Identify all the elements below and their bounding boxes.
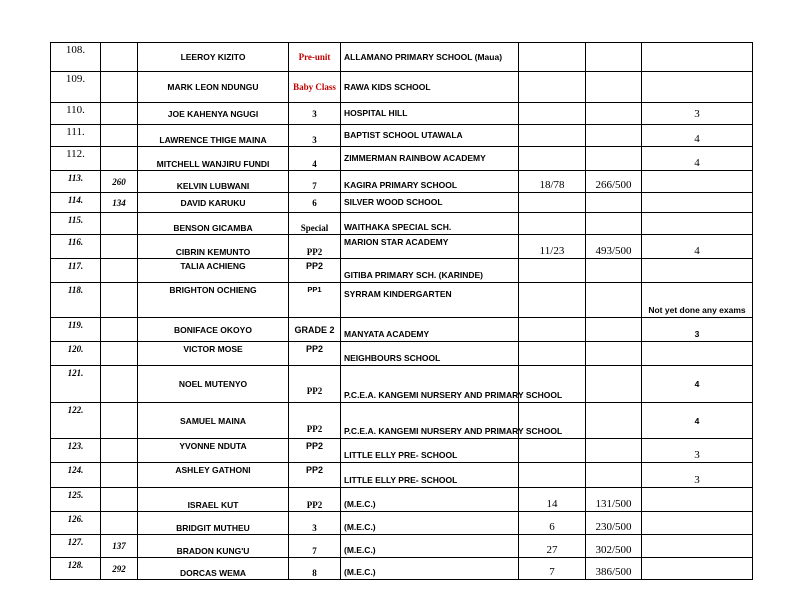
row-number: 121. xyxy=(51,366,101,403)
student-id xyxy=(101,342,138,366)
marks xyxy=(586,342,642,366)
student-class: PP2 xyxy=(289,259,341,283)
position xyxy=(519,283,586,318)
table-row xyxy=(51,366,753,403)
marks xyxy=(586,213,642,235)
marks xyxy=(586,103,642,125)
table-row xyxy=(51,535,753,558)
marks xyxy=(586,72,642,103)
student-id xyxy=(101,488,138,512)
student-name: MARK LEON NDUNGU xyxy=(138,72,289,103)
student-name: KELVIN LUBWANI xyxy=(138,171,289,193)
school-name: P.C.E.A. KANGEMI NURSERY AND PRIMARY SCHOOL xyxy=(341,366,519,403)
row-number: 128. xyxy=(51,558,101,580)
student-id xyxy=(101,125,138,147)
row-number: 117. xyxy=(51,259,101,283)
position: 18/78 xyxy=(519,171,586,193)
student-name: MITCHELL WANJIRU FUNDI xyxy=(138,147,289,171)
student-name: BRADON KUNG'U xyxy=(138,535,289,558)
student-roster-table xyxy=(50,42,753,580)
position xyxy=(519,43,586,72)
row-number: 115. xyxy=(51,213,101,235)
marks: 302/500 xyxy=(586,535,642,558)
table-row xyxy=(51,147,753,171)
student-name: ASHLEY GATHONI xyxy=(138,463,289,488)
table-row xyxy=(51,259,753,283)
table-row xyxy=(51,512,753,535)
row-number: 110. xyxy=(51,103,101,125)
student-id xyxy=(101,259,138,283)
position xyxy=(519,72,586,103)
student-name: YVONNE NDUTA xyxy=(138,439,289,463)
student-class: 7 xyxy=(289,171,341,193)
student-name: DAVID KARUKU xyxy=(138,193,289,213)
school-name: HOSPITAL HILL xyxy=(341,103,519,125)
position xyxy=(519,213,586,235)
student-id: 292 xyxy=(101,558,138,580)
row-number: 127. xyxy=(51,535,101,558)
table-row xyxy=(51,318,753,342)
remark: 3 xyxy=(642,103,753,125)
row-number: 113. xyxy=(51,171,101,193)
student-class: PP2 xyxy=(289,439,341,463)
student-class: 4 xyxy=(289,147,341,171)
row-number: 112. xyxy=(51,147,101,171)
row-number: 111. xyxy=(51,125,101,147)
school-name: NEIGHBOURS SCHOOL xyxy=(341,342,519,366)
school-name: ZIMMERMAN RAINBOW ACADEMY xyxy=(341,147,519,171)
row-number: 123. xyxy=(51,439,101,463)
remark: 3 xyxy=(642,463,753,488)
position xyxy=(519,125,586,147)
table-row xyxy=(51,125,753,147)
marks xyxy=(586,283,642,318)
student-class: 6 xyxy=(289,193,341,213)
marks: 493/500 xyxy=(586,235,642,259)
position xyxy=(519,439,586,463)
remark: 3 xyxy=(642,439,753,463)
position: 27 xyxy=(519,535,586,558)
table-row xyxy=(51,342,753,366)
student-id: 260 xyxy=(101,171,138,193)
remark: 4 xyxy=(642,147,753,171)
student-class: PP2 xyxy=(289,366,341,403)
table-row xyxy=(51,558,753,580)
remark: 4 xyxy=(642,235,753,259)
student-name: ISRAEL KUT xyxy=(138,488,289,512)
school-name: ALLAMANO PRIMARY SCHOOL (Maua) xyxy=(341,43,519,72)
row-number: 109. xyxy=(51,72,101,103)
remark xyxy=(642,259,753,283)
row-number: 126. xyxy=(51,512,101,535)
student-name: SAMUEL MAINA xyxy=(138,403,289,439)
school-name: (M.E.C.) xyxy=(341,512,519,535)
school-name: WAITHAKA SPECIAL SCH. xyxy=(341,213,519,235)
student-name: BRIDGIT MUTHEU xyxy=(138,512,289,535)
school-name: MANYATA ACADEMY xyxy=(341,318,519,342)
student-name: DORCAS WEMA xyxy=(138,558,289,580)
table-row xyxy=(51,103,753,125)
student-class: 3 xyxy=(289,103,341,125)
student-id xyxy=(101,318,138,342)
student-id: 134 xyxy=(101,193,138,213)
remark xyxy=(642,558,753,580)
remark xyxy=(642,171,753,193)
student-id xyxy=(101,283,138,318)
remark xyxy=(642,512,753,535)
school-name: LITTLE ELLY PRE- SCHOOL xyxy=(341,463,519,488)
marks xyxy=(586,147,642,171)
remark: 4 xyxy=(642,403,753,439)
school-name: GITIBA PRIMARY SCH. (KARINDE) xyxy=(341,259,519,283)
row-number: 120. xyxy=(51,342,101,366)
row-number: 125. xyxy=(51,488,101,512)
marks xyxy=(586,193,642,213)
school-name: MARION STAR ACADEMY xyxy=(341,235,519,259)
student-name: BRIGHTON OCHIENG xyxy=(138,283,289,318)
position xyxy=(519,259,586,283)
position: 6 xyxy=(519,512,586,535)
remark: 4 xyxy=(642,125,753,147)
remark: 3 xyxy=(642,318,753,342)
position xyxy=(519,318,586,342)
student-name: CIBRIN KEMUNTO xyxy=(138,235,289,259)
student-id xyxy=(101,147,138,171)
marks xyxy=(586,403,642,439)
student-class: Special xyxy=(289,213,341,235)
marks xyxy=(586,125,642,147)
row-number: 119. xyxy=(51,318,101,342)
table-row xyxy=(51,463,753,488)
student-id xyxy=(101,439,138,463)
position: 7 xyxy=(519,558,586,580)
student-class: GRADE 2 xyxy=(289,318,341,342)
school-name: KAGIRA PRIMARY SCHOOL xyxy=(341,171,519,193)
school-name: (M.E.C.) xyxy=(341,535,519,558)
row-number: 108. xyxy=(51,43,101,72)
student-id xyxy=(101,43,138,72)
table-row xyxy=(51,439,753,463)
student-class: PP2 xyxy=(289,463,341,488)
row-number: 122. xyxy=(51,403,101,439)
student-name: LEEROY KIZITO xyxy=(138,43,289,72)
row-number: 124. xyxy=(51,463,101,488)
marks: 131/500 xyxy=(586,488,642,512)
student-id xyxy=(101,103,138,125)
marks xyxy=(586,439,642,463)
remark xyxy=(642,213,753,235)
student-id: 137 xyxy=(101,535,138,558)
marks xyxy=(586,366,642,403)
student-name: LAWRENCE THIGE MAINA xyxy=(138,125,289,147)
marks xyxy=(586,43,642,72)
remark xyxy=(642,535,753,558)
student-class: Baby Class xyxy=(289,72,341,103)
table-row xyxy=(51,171,753,193)
marks xyxy=(586,318,642,342)
table-row xyxy=(51,283,753,318)
student-id xyxy=(101,235,138,259)
student-id xyxy=(101,512,138,535)
position xyxy=(519,463,586,488)
school-name: P.C.E.A. KANGEMI NURSERY AND PRIMARY SCHOOL xyxy=(341,403,519,439)
student-id xyxy=(101,463,138,488)
school-name: BAPTIST SCHOOL UTAWALA xyxy=(341,125,519,147)
table-row xyxy=(51,213,753,235)
student-class: PP1 xyxy=(289,283,341,318)
school-name: LITTLE ELLY PRE- SCHOOL xyxy=(341,439,519,463)
student-class: 3 xyxy=(289,512,341,535)
school-name: (M.E.C.) xyxy=(341,488,519,512)
school-name: RAWA KIDS SCHOOL xyxy=(341,72,519,103)
remark: 4 xyxy=(642,366,753,403)
remark xyxy=(642,43,753,72)
student-id xyxy=(101,403,138,439)
student-name: NOEL MUTENYO xyxy=(138,366,289,403)
student-class: PP2 xyxy=(289,235,341,259)
student-class: Pre-unit xyxy=(289,43,341,72)
student-class: PP2 xyxy=(289,488,341,512)
position xyxy=(519,342,586,366)
row-number: 114. xyxy=(51,193,101,213)
marks xyxy=(586,259,642,283)
remark xyxy=(642,488,753,512)
table-row xyxy=(51,193,753,213)
remark: Not yet done any exams xyxy=(642,283,753,318)
position xyxy=(519,103,586,125)
student-class: 7 xyxy=(289,535,341,558)
school-name: SYRRAM KINDERGARTEN xyxy=(341,283,519,318)
table-row xyxy=(51,43,753,72)
remark xyxy=(642,342,753,366)
table-row xyxy=(51,403,753,439)
student-class: PP2 xyxy=(289,403,341,439)
student-name: BONIFACE OKOYO xyxy=(138,318,289,342)
marks: 386/500 xyxy=(586,558,642,580)
student-name: JOE KAHENYA NGUGI xyxy=(138,103,289,125)
table-row xyxy=(51,488,753,512)
position: 14 xyxy=(519,488,586,512)
table-row xyxy=(51,235,753,259)
marks xyxy=(586,463,642,488)
student-name: VICTOR MOSE xyxy=(138,342,289,366)
student-name: BENSON GICAMBA xyxy=(138,213,289,235)
position xyxy=(519,147,586,171)
student-id xyxy=(101,366,138,403)
student-id xyxy=(101,72,138,103)
position xyxy=(519,193,586,213)
row-number: 116. xyxy=(51,235,101,259)
remark xyxy=(642,72,753,103)
student-class: PP2 xyxy=(289,342,341,366)
student-name: TALIA ACHIENG xyxy=(138,259,289,283)
marks: 230/500 xyxy=(586,512,642,535)
marks: 266/500 xyxy=(586,171,642,193)
school-name: (M.E.C.) xyxy=(341,558,519,580)
school-name: SILVER WOOD SCHOOL xyxy=(341,193,519,213)
student-class: 3 xyxy=(289,125,341,147)
row-number: 118. xyxy=(51,283,101,318)
remark xyxy=(642,193,753,213)
table-row xyxy=(51,72,753,103)
student-id xyxy=(101,213,138,235)
position: 11/23 xyxy=(519,235,586,259)
student-class: 8 xyxy=(289,558,341,580)
